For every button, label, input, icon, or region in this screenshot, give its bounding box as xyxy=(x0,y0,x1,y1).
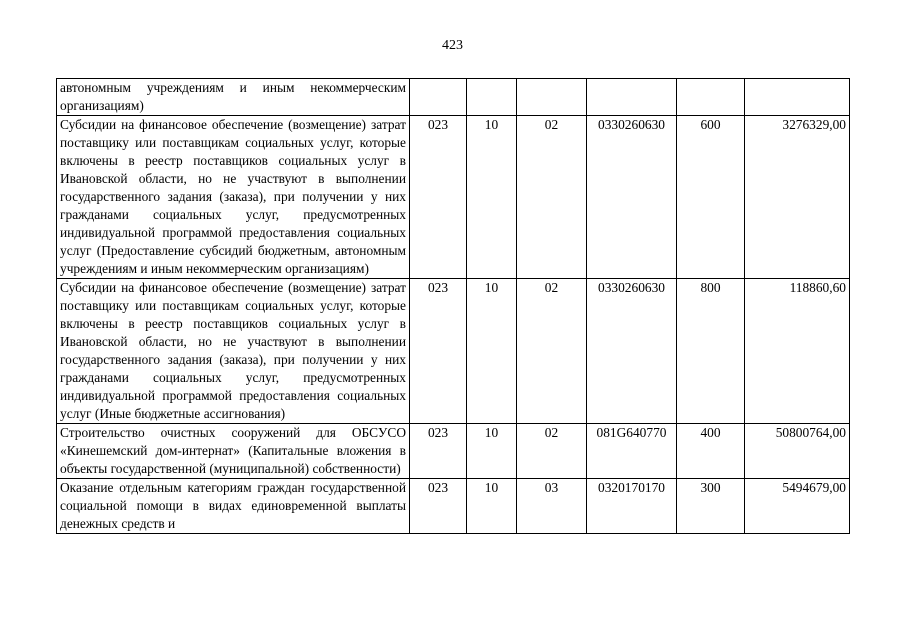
row-section-code: 10 xyxy=(467,479,517,534)
table-row xyxy=(57,279,850,424)
row-section-code: 10 xyxy=(467,279,517,424)
row-subsection-code: 02 xyxy=(517,116,587,279)
table-row xyxy=(57,116,850,279)
table-row xyxy=(57,479,850,534)
row-amount: 50800764,00 xyxy=(745,424,850,479)
row-description: Оказание отдельным категориям граждан государственной социальной помощи в видах единовременной выплаты денежных средств и xyxy=(57,479,410,534)
row-subsection-code: 02 xyxy=(517,424,587,479)
row-target-article: 0320170170 xyxy=(587,479,677,534)
row-section-code: 10 xyxy=(467,424,517,479)
row-subsection-code: 02 xyxy=(517,279,587,424)
row-expense-type: 600 xyxy=(677,116,745,279)
row-subsection-code: 03 xyxy=(517,479,587,534)
row-description: Субсидии на финансовое обеспечение (возмещение) затрат поставщику или поставщикам социальных услуг, которые включены в реестр поставщиков социальных услуг в Ивановской области, но не участвуют в выполнении государственного задания (заказа), при получении у них гражданами социальных услуг, предусмотренных индивидуальной программой предоставления социальных услуг (Иные бюджетные ассигнования) xyxy=(57,279,410,424)
row-ministry-code: 023 xyxy=(410,424,467,479)
row-target-article: 081G640770 xyxy=(587,424,677,479)
row-expense-type: 400 xyxy=(677,424,745,479)
row-subsection-code xyxy=(517,79,587,116)
row-description: автономным учреждениям и иным некоммерческим организациям) xyxy=(57,79,410,116)
row-ministry-code: 023 xyxy=(410,116,467,279)
row-ministry-code xyxy=(410,79,467,116)
row-description: Строительство очистных сооружений для ОБСУСО «Кинешемский дом-интернат» (Капитальные вложения в объекты государственной (муниципальной) собственности) xyxy=(57,424,410,479)
row-section-code: 10 xyxy=(467,116,517,279)
row-expense-type: 800 xyxy=(677,279,745,424)
page-number: 423 xyxy=(442,38,463,53)
row-target-article xyxy=(587,79,677,116)
row-description: Субсидии на финансовое обеспечение (возмещение) затрат поставщику или поставщикам социальных услуг, которые включены в реестр поставщиков социальных услуг в Ивановской области, но не участвуют в выполнении государственного задания (заказа), при получении у них гражданами социальных услуг, предусмотренных индивидуальной программой предоставления социальных услуг (Предоставление субсидий бюджетным, автономным учреждениям и иным некоммерческим организациям) xyxy=(57,116,410,279)
table-row xyxy=(57,79,850,116)
budget-table xyxy=(56,78,850,534)
row-expense-type: 300 xyxy=(677,479,745,534)
row-amount: 3276329,00 xyxy=(745,116,850,279)
row-target-article: 0330260630 xyxy=(587,279,677,424)
row-target-article: 0330260630 xyxy=(587,116,677,279)
row-amount: 5494679,00 xyxy=(745,479,850,534)
table-row xyxy=(57,424,850,479)
row-amount: 118860,60 xyxy=(745,279,850,424)
row-section-code xyxy=(467,79,517,116)
row-amount xyxy=(745,79,850,116)
row-expense-type xyxy=(677,79,745,116)
row-ministry-code: 023 xyxy=(410,479,467,534)
row-ministry-code: 023 xyxy=(410,279,467,424)
